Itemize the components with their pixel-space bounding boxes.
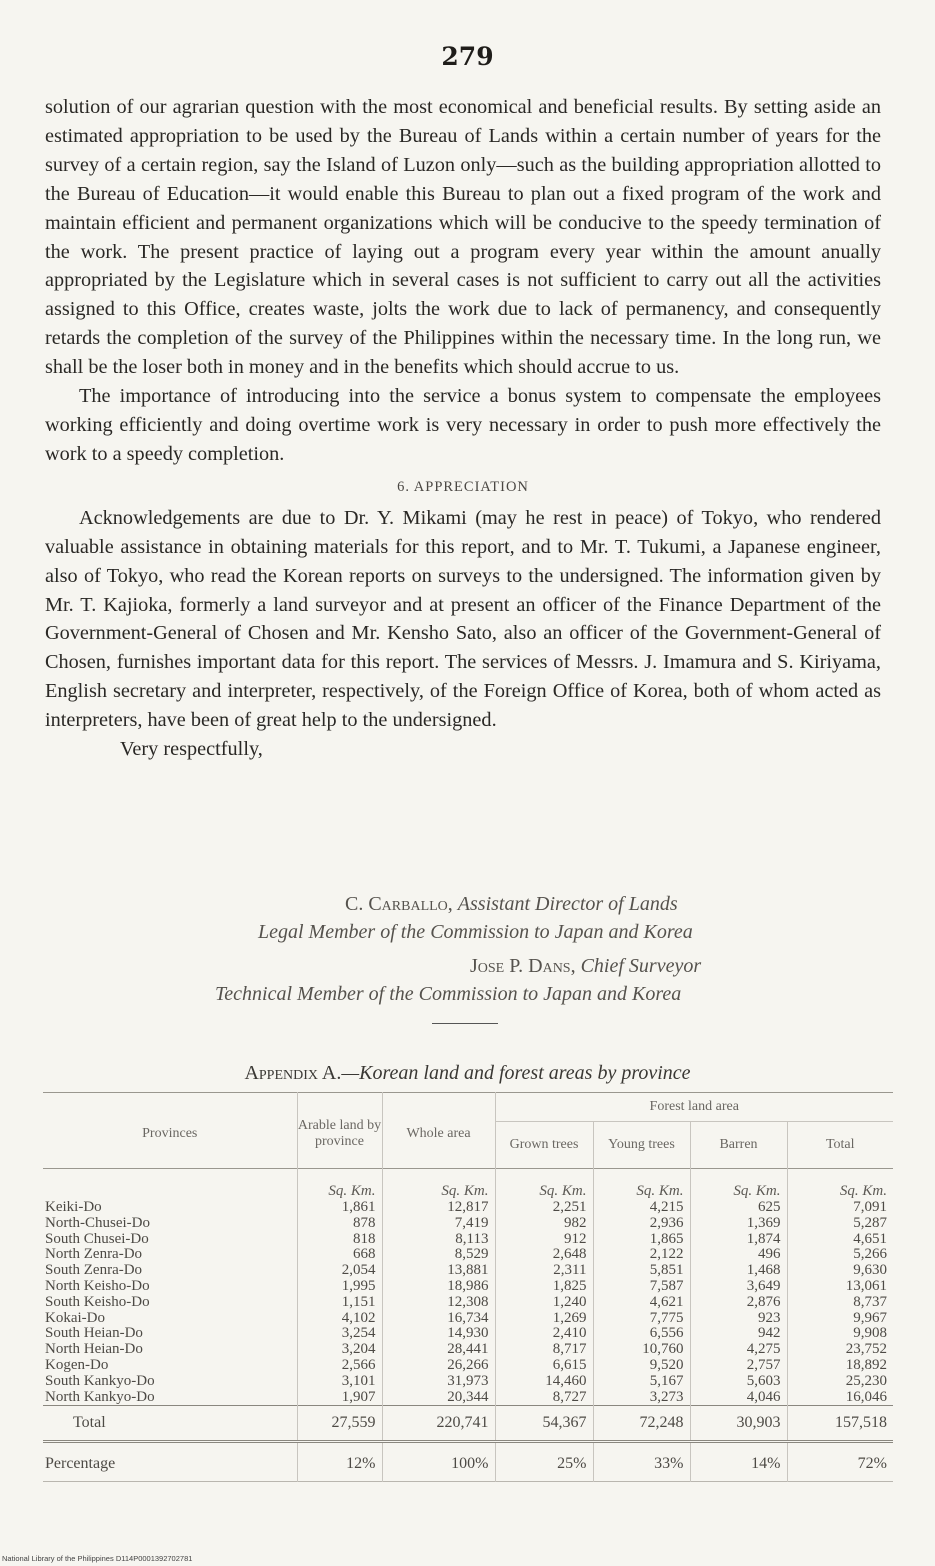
cell-grown: 982 bbox=[495, 1216, 593, 1232]
cell-young: 5,851 bbox=[593, 1263, 690, 1279]
cell-whole: 26,266 bbox=[382, 1358, 495, 1374]
cell-barren: 496 bbox=[690, 1247, 787, 1263]
province-name: North Zenra-Do bbox=[43, 1247, 297, 1263]
signer-name-2: Jose P. Dans bbox=[470, 955, 571, 977]
table-row bbox=[43, 1279, 893, 1295]
cell-whole: 28,441 bbox=[382, 1342, 495, 1358]
paragraph-2: The importance of introducing into the service a bonus system to compensate the employees working efficiently and doing overtime work is very necessary in order to push more effectively the work to a speedy completion. bbox=[45, 385, 881, 465]
header-total: Total bbox=[825, 1137, 855, 1152]
header-arable: Arable land by province bbox=[297, 1093, 382, 1169]
cell-whole: 12,817 bbox=[382, 1200, 495, 1216]
cell-barren: 625 bbox=[690, 1200, 787, 1216]
province-name: South Heian-Do bbox=[43, 1326, 297, 1342]
percentage-arable: 12% bbox=[297, 1442, 382, 1482]
cell-young: 9,520 bbox=[593, 1358, 690, 1374]
header-provinces: Provinces bbox=[43, 1093, 297, 1169]
cell-grown: 8,727 bbox=[495, 1390, 593, 1406]
cell-grown: 1,240 bbox=[495, 1295, 593, 1311]
cell-grown: 912 bbox=[495, 1232, 593, 1248]
signer-role-1: Legal Member of the Commission to Japan and Korea bbox=[258, 921, 693, 943]
cell-barren: 1,874 bbox=[690, 1232, 787, 1248]
unit-label: Sq. Km. bbox=[839, 1183, 887, 1199]
cell-arable: 1,151 bbox=[297, 1295, 382, 1311]
cell-grown: 1,269 bbox=[495, 1311, 593, 1327]
province-name: North Keisho-Do bbox=[43, 1279, 297, 1295]
appendix-title bbox=[0, 1062, 935, 1085]
header-forest: Forest land area bbox=[495, 1093, 893, 1122]
signer-title-2: Chief Surveyor bbox=[580, 955, 702, 977]
cell-whole: 31,973 bbox=[382, 1374, 495, 1390]
cell-arable: 1,861 bbox=[297, 1200, 382, 1216]
cell-barren: 2,757 bbox=[690, 1358, 787, 1374]
total-whole: 220,741 bbox=[382, 1406, 495, 1442]
table-row bbox=[43, 1390, 893, 1406]
cell-total: 16,046 bbox=[845, 1388, 887, 1405]
appendix-label: Appendix A. bbox=[244, 1062, 342, 1084]
percentage-young: 33% bbox=[593, 1442, 690, 1482]
province-name: North Kankyo-Do bbox=[43, 1390, 297, 1406]
unit-label: Sq. Km. bbox=[690, 1169, 787, 1201]
cell-arable: 3,254 bbox=[297, 1326, 382, 1342]
province-name: Kokai-Do bbox=[43, 1311, 297, 1327]
cell-barren: 4,046 bbox=[690, 1390, 787, 1406]
page-number: 279 bbox=[441, 42, 494, 71]
body-text bbox=[45, 93, 881, 764]
cell-grown: 2,648 bbox=[495, 1247, 593, 1263]
table-row bbox=[43, 1232, 893, 1248]
cell-young: 4,621 bbox=[593, 1295, 690, 1311]
cell-whole: 7,419 bbox=[382, 1216, 495, 1232]
percentage-total: 72% bbox=[787, 1442, 893, 1482]
cell-whole: 16,734 bbox=[382, 1311, 495, 1327]
cell-barren: 942 bbox=[690, 1326, 787, 1342]
cell-young: 7,587 bbox=[593, 1279, 690, 1295]
percentage-grown: 25% bbox=[495, 1442, 593, 1482]
total-young: 72,248 bbox=[593, 1406, 690, 1442]
area-table bbox=[43, 1092, 893, 1482]
cell-arable: 668 bbox=[297, 1247, 382, 1263]
section-heading: 6. APPRECIATION bbox=[397, 478, 529, 495]
cell-young: 5,167 bbox=[593, 1374, 690, 1390]
unit-label: Sq. Km. bbox=[297, 1169, 382, 1201]
signer-title-1: Assistant Director of Lands bbox=[457, 893, 678, 915]
footer: National Library of the Philippines D114P0001392702781 bbox=[2, 1554, 193, 1563]
table-row bbox=[43, 1342, 893, 1358]
cell-grown: 6,615 bbox=[495, 1358, 593, 1374]
table-row bbox=[43, 1295, 893, 1311]
table-row bbox=[43, 1247, 893, 1263]
cell-barren: 4,275 bbox=[690, 1342, 787, 1358]
cell-total: 13,061 bbox=[845, 1277, 887, 1294]
cell-grown: 2,410 bbox=[495, 1326, 593, 1342]
province-name: South Chusei-Do bbox=[43, 1232, 297, 1248]
cell-arable: 2,054 bbox=[297, 1263, 382, 1279]
cell-young: 3,273 bbox=[593, 1390, 690, 1406]
cell-barren: 1,369 bbox=[690, 1216, 787, 1232]
cell-barren: 5,603 bbox=[690, 1374, 787, 1390]
province-name: South Zenra-Do bbox=[43, 1263, 297, 1279]
cell-grown: 14,460 bbox=[495, 1374, 593, 1390]
cell-arable: 818 bbox=[297, 1232, 382, 1248]
table-row bbox=[43, 1374, 893, 1390]
cell-total: 5,266 bbox=[853, 1246, 887, 1263]
percentage-barren: 14% bbox=[690, 1442, 787, 1482]
cell-barren: 2,876 bbox=[690, 1295, 787, 1311]
cell-young: 2,122 bbox=[593, 1247, 690, 1263]
unit-label: Sq. Km. bbox=[382, 1169, 495, 1201]
cell-whole: 14,930 bbox=[382, 1326, 495, 1342]
cell-grown: 2,251 bbox=[495, 1200, 593, 1216]
cell-total: 18,892 bbox=[845, 1356, 887, 1373]
province-name: Keiki-Do bbox=[43, 1200, 297, 1216]
header-grown: Grown trees bbox=[495, 1122, 593, 1169]
cell-young: 10,760 bbox=[593, 1342, 690, 1358]
appendix-caption: —Korean land and forest areas by province bbox=[341, 1062, 691, 1084]
header-barren: Barren bbox=[690, 1122, 787, 1169]
province-name: South Keisho-Do bbox=[43, 1295, 297, 1311]
percentage-row bbox=[43, 1442, 893, 1482]
province-name: North-Chusei-Do bbox=[43, 1216, 297, 1232]
province-name: Kogen-Do bbox=[43, 1358, 297, 1374]
cell-grown: 2,311 bbox=[495, 1263, 593, 1279]
cell-whole: 8,113 bbox=[382, 1232, 495, 1248]
cell-total: 25,230 bbox=[845, 1372, 887, 1389]
province-name: South Kankyo-Do bbox=[43, 1374, 297, 1390]
cell-arable: 3,204 bbox=[297, 1342, 382, 1358]
table-row bbox=[43, 1326, 893, 1342]
cell-arable: 4,102 bbox=[297, 1311, 382, 1327]
paragraph-1: solution of our agrarian question with the most economical and beneficial results. By setting aside an estimated appropriation to be used by the Bureau of Lands within a certain number of years for the survey of a certain region, say the Island of Luzon only—such as the building appropriation allotted to the Bureau of Education—it would enable this Bureau to plan out a fixed program of the work and maintain efficient and permanent organizations which will be conducive to the speedy termination of the work. The present practice of laying out a program every year within the amount anually appropriated by the Legislature which in several cases is not sufficient to carry out all the activities assigned to this Office, creates waste, jolts the work due to lack of permanency, and consequently retards the completion of the survey of the Philippines within the necessary time. In the long run, we shall be the loser both in money and in the benefits which should accrue to us. bbox=[45, 96, 881, 379]
percentage-whole: 100% bbox=[382, 1442, 495, 1482]
table-row bbox=[43, 1216, 893, 1232]
signer-name-1: C. Carballo bbox=[345, 893, 448, 915]
total-total: 157,518 bbox=[787, 1406, 893, 1442]
signer-role-2: Technical Member of the Commission to Japan and Korea bbox=[215, 983, 682, 1005]
cell-total: 9,908 bbox=[853, 1325, 887, 1342]
cell-whole: 18,986 bbox=[382, 1279, 495, 1295]
cell-young: 1,865 bbox=[593, 1232, 690, 1248]
cell-total: 8,737 bbox=[853, 1293, 887, 1310]
total-barren: 30,903 bbox=[690, 1406, 787, 1442]
header-whole-area: Whole area bbox=[382, 1093, 495, 1169]
unit-spacer bbox=[43, 1169, 297, 1201]
closing: Very respectfully, bbox=[120, 738, 263, 761]
cell-young: 4,215 bbox=[593, 1200, 690, 1216]
cell-total: 9,630 bbox=[853, 1262, 887, 1279]
cell-grown: 8,717 bbox=[495, 1342, 593, 1358]
cell-arable: 3,101 bbox=[297, 1374, 382, 1390]
total-label: Total bbox=[43, 1406, 297, 1442]
cell-total: 23,752 bbox=[845, 1341, 887, 1358]
cell-arable: 878 bbox=[297, 1216, 382, 1232]
cell-arable: 1,907 bbox=[297, 1390, 382, 1406]
percentage-label: Percentage bbox=[43, 1442, 297, 1482]
cell-barren: 923 bbox=[690, 1311, 787, 1327]
cell-young: 6,556 bbox=[593, 1326, 690, 1342]
cell-total: 7,091 bbox=[853, 1199, 887, 1215]
total-grown: 54,367 bbox=[495, 1406, 593, 1442]
cell-whole: 8,529 bbox=[382, 1247, 495, 1263]
table-row bbox=[43, 1358, 893, 1374]
unit-label: Sq. Km. bbox=[495, 1169, 593, 1201]
table-row bbox=[43, 1263, 893, 1279]
paragraph-3: Acknowledgements are due to Dr. Y. Mikami (may he rest in peace) of Tokyo, who rendered valuable assistance in obtaining materials for this report, and to Mr. T. Tukumi, a Japanese engineer, also of Tokyo, who read the Korean reports on surveys to the undersigned. The information given by Mr. T. Kajioka, formerly a land surveyor and at present an officer of the Finance Department of the Government-General of Chosen and Mr. Kensho Sato, also an officer of the Government-General of Chosen, furnishes important data for this report. The services of Messrs. J. Imamura and S. Kiriyama, English secretary and interpreter, respectively, of the Foreign Office of Korea, both of whom acted as interpreters, have been of great help to the undersigned. bbox=[45, 506, 881, 732]
total-arable: 27,559 bbox=[297, 1406, 382, 1442]
cell-young: 2,936 bbox=[593, 1216, 690, 1232]
cell-whole: 20,344 bbox=[382, 1390, 495, 1406]
province-name: North Heian-Do bbox=[43, 1342, 297, 1358]
cell-total: 5,287 bbox=[853, 1214, 887, 1231]
cell-barren: 3,649 bbox=[690, 1279, 787, 1295]
divider bbox=[432, 1023, 498, 1024]
cell-arable: 1,995 bbox=[297, 1279, 382, 1295]
unit-label: Sq. Km. bbox=[593, 1169, 690, 1201]
cell-whole: 12,308 bbox=[382, 1295, 495, 1311]
cell-barren: 1,468 bbox=[690, 1263, 787, 1279]
cell-arable: 2,566 bbox=[297, 1358, 382, 1374]
cell-young: 7,775 bbox=[593, 1311, 690, 1327]
cell-total: 4,651 bbox=[853, 1230, 887, 1247]
cell-total: 9,967 bbox=[853, 1309, 887, 1326]
cell-grown: 1,825 bbox=[495, 1279, 593, 1295]
table-row bbox=[43, 1200, 893, 1216]
cell-whole: 13,881 bbox=[382, 1263, 495, 1279]
table-row bbox=[43, 1311, 893, 1327]
total-row bbox=[43, 1406, 893, 1442]
header-young: Young trees bbox=[593, 1122, 690, 1169]
